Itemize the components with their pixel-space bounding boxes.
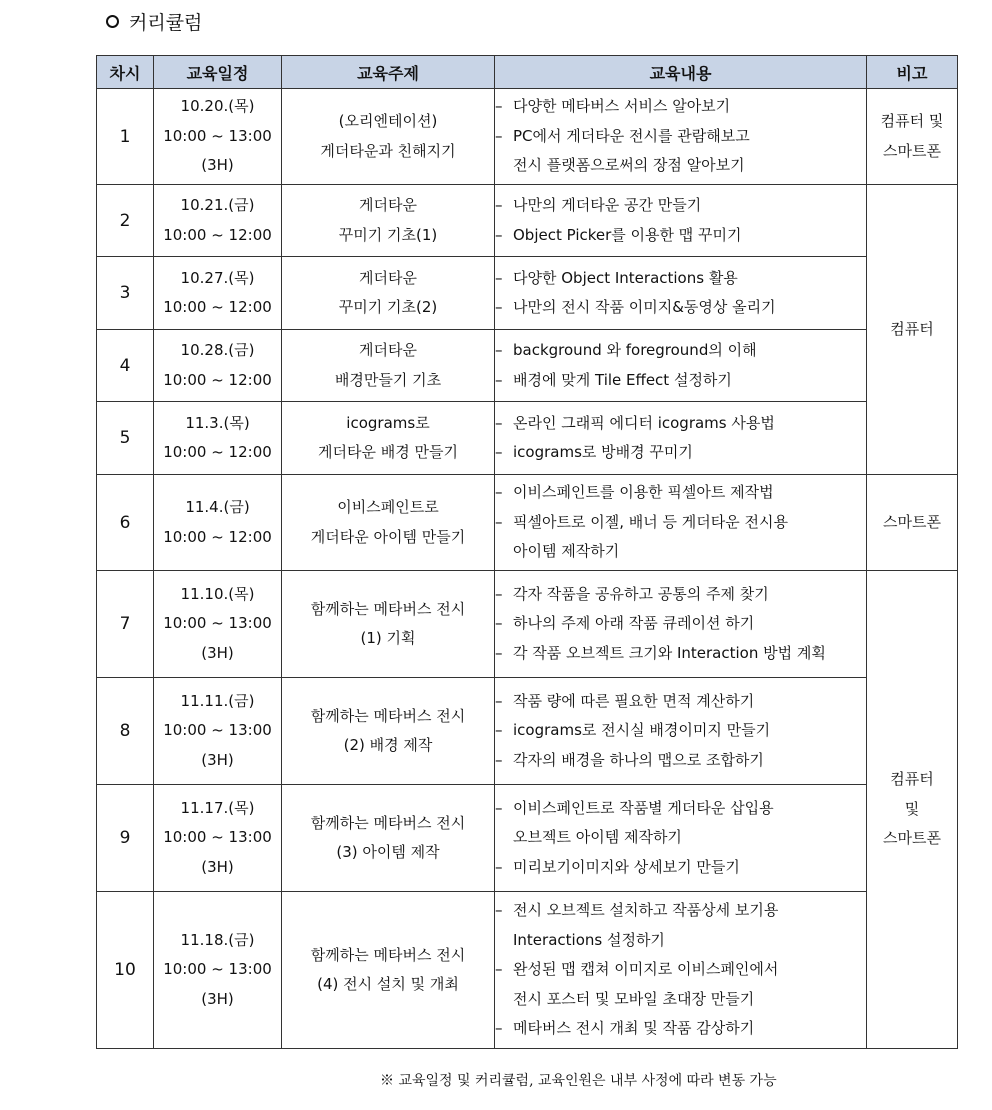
topic-line: 게더타운 [359,341,417,359]
schedule-cell [154,678,282,785]
topic-line: 꾸미기 기초(2) [338,298,438,316]
dash-bullet: – [495,901,503,920]
content-item [495,1014,866,1044]
content-text [513,366,732,396]
content-line: 하나의 주제 아래 작품 큐레이션 하기 [513,614,755,633]
schedule-cell [154,89,282,185]
topic-lines [282,409,494,468]
schedule-line: 10.21.(금) [180,196,255,214]
remarks-line: 컴퓨터 및 [880,112,944,130]
remarks-lines [867,315,957,345]
content-cell [495,475,867,571]
content-line: 작품 량에 따른 필요한 면적 계산하기 [513,691,755,710]
content-cell [495,257,867,330]
topic-line: 함께하는 메타버스 전시 [310,706,466,725]
schedule-line: 11.17.(목) [180,798,255,817]
schedule-line: 10:00 ~ 12:00 [163,370,272,389]
content-line: PC에서 게더타운 전시를 관람해보고 [513,126,750,145]
schedule-lines [154,926,281,1015]
remarks-lines [867,508,957,538]
remarks-lines [867,107,957,166]
content-text [513,191,701,221]
content-text [513,293,776,323]
schedule-lines [154,493,281,552]
dash-bullet: – [495,691,503,710]
curriculum-table [96,55,958,1049]
content-cell [495,892,867,1049]
remarks-lines [867,765,957,854]
topic-lines [282,264,494,323]
content-text [513,264,738,294]
topic-cell [282,785,495,892]
schedule-line: 10.27.(목) [180,268,255,287]
schedule-line: 11.3.(목) [185,413,250,432]
session-number: 8 [97,678,154,785]
content-line: 미리보기이미지와 상세보기 만들기 [513,857,740,876]
header-session: 차시 [97,56,154,89]
content-item [495,366,866,396]
topic-lines [282,191,494,250]
dash-bullet: – [495,298,503,316]
table-row [97,257,958,330]
content-line: 각자의 배경을 하나의 맵으로 조합하기 [513,750,764,769]
remarks-line: 및 [904,799,920,818]
schedule-line: 10.20.(목) [180,97,255,116]
content-item [495,409,866,439]
remarks-line: 스마트폰 [883,512,941,531]
content-line: 아이템 제작하기 [513,542,620,561]
content-item [495,293,866,323]
topic-line: (3) 아이템 제작 [336,843,440,861]
section-title: 커리큘럼 [129,11,203,34]
schedule-cell [154,892,282,1049]
session-number: 2 [97,185,154,257]
content-text [513,639,826,669]
remarks-cell [867,571,958,1049]
content-line: 이비스페인트로 작품별 게더타운 삽입용 [513,798,774,817]
table-row [97,330,958,402]
content-item [495,896,866,955]
schedule-line: 10:00 ~ 12:00 [163,443,272,461]
schedule-cell [154,185,282,257]
content-cell [495,185,867,257]
content-text [513,746,764,776]
schedule-lines [154,580,281,669]
content-cell [495,571,867,678]
dash-bullet: – [495,960,503,979]
content-text [513,508,788,567]
schedule-line: 10:00 ~ 13:00 [163,614,272,633]
session-number: 10 [97,892,154,1049]
schedule-line: 10:00 ~ 13:00 [163,721,272,740]
schedule-line: 11.4.(금) [185,498,250,516]
content-item [495,609,866,639]
table-row [97,892,958,1049]
content-item [495,853,866,883]
content-text [513,92,730,122]
content-line: 다양한 Object Interactions 활용 [513,268,738,287]
dash-bullet: – [495,750,503,769]
topic-cell [282,185,495,257]
content-text [513,1014,754,1044]
content-line: 오브젝트 아이템 제작하기 [513,828,682,847]
content-line: 메타버스 전시 개최 및 작품 감상하기 [513,1019,755,1038]
content-text [513,853,740,883]
content-text [513,896,778,955]
table-row [97,185,958,257]
schedule-line: 10:00 ~ 12:00 [163,527,272,546]
content-item [495,639,866,669]
dash-bullet: – [495,341,503,359]
schedule-lines [154,264,281,323]
dash-bullet: – [495,1019,503,1038]
schedule-line: (3H) [201,750,234,769]
schedule-line: 10:00 ~ 12:00 [163,298,272,316]
content-line: 이비스페인트를 이용한 픽셀아트 제작법 [513,483,774,502]
session-number: 9 [97,785,154,892]
circle-bullet-icon [106,15,119,28]
content-line: 각 작품 오브젝트 크기와 Interaction 방법 계획 [513,643,826,662]
topic-line: (4) 전시 설치 및 개최 [317,975,459,993]
schedule-line: 10:00 ~ 13:00 [163,828,272,847]
content-line: background 와 foreground의 이해 [513,341,757,359]
table-row [97,475,958,571]
content-item [495,92,866,122]
dash-bullet: – [495,483,503,502]
topic-line: 게더타운 [359,268,417,287]
schedule-cell [154,475,282,571]
topic-line: 게더타운 배경 만들기 [318,443,458,461]
topic-line: 꾸미기 기초(1) [338,225,438,244]
topic-line: (오리엔테이션) [338,112,438,130]
topic-lines [282,493,494,552]
topic-lines [282,702,494,761]
schedule-line: 11.10.(목) [180,584,255,603]
content-text [513,336,757,366]
schedule-line: (3H) [201,989,234,1008]
topic-lines [282,336,494,395]
topic-lines [282,809,494,868]
dash-bullet: – [495,126,503,145]
section-heading [106,6,202,36]
content-item [495,438,866,468]
content-item [495,191,866,221]
content-text [513,955,778,1014]
topic-cell [282,571,495,678]
content-cell [495,785,867,892]
content-text [513,221,742,251]
content-text [513,609,754,639]
schedule-line: 10.28.(금) [180,341,255,359]
table-body [97,89,958,1049]
table-row [97,571,958,678]
content-text [513,409,775,439]
content-cell [495,89,867,185]
content-line: 온라인 그래픽 에디터 icograms 사용법 [513,413,775,432]
schedule-line: 10:00 ~ 13:00 [163,126,272,145]
dash-bullet: – [495,857,503,876]
remarks-line: 컴퓨터 [890,770,934,789]
dash-bullet: – [495,643,503,662]
content-item [495,122,866,181]
topic-line: 게더타운 아이템 만들기 [310,527,466,546]
schedule-line: 11.11.(금) [180,691,255,710]
table-row [97,785,958,892]
topic-cell [282,475,495,571]
content-text [513,478,774,508]
header-topic: 교육주제 [282,56,495,89]
remarks-line: 컴퓨터 [890,319,934,338]
schedule-cell [154,785,282,892]
topic-line: 배경만들기 기초 [334,370,442,389]
content-item [495,478,866,508]
content-item [495,746,866,776]
dash-bullet: – [495,721,503,740]
content-line: 전시 포스터 및 모바일 초대장 만들기 [513,989,755,1008]
topic-cell [282,892,495,1049]
content-item [495,794,866,853]
content-item [495,687,866,717]
schedule-line: 10:00 ~ 12:00 [163,225,272,244]
content-line: icograms로 전시실 배경이미지 만들기 [513,721,771,740]
remarks-cell [867,89,958,185]
topic-line: (2) 배경 제작 [343,736,433,754]
topic-line: 게더타운과 친해지기 [320,141,456,160]
content-line: 각자 작품을 공유하고 공통의 주제 찾기 [513,584,769,603]
content-line: 전시 오브젝트 설치하고 작품상세 보기용 [513,901,779,920]
topic-cell [282,678,495,785]
header-remarks: 비고 [867,56,958,89]
table-header-row [97,56,958,89]
content-text [513,122,750,181]
topic-line: icograms로 [346,413,430,432]
schedule-line: 11.18.(금) [180,930,255,949]
dash-bullet: – [495,614,503,633]
dash-bullet: – [495,512,503,531]
schedule-lines [154,92,281,181]
schedule-line: (3H) [201,156,234,175]
topic-lines [282,941,494,1000]
topic-lines [282,595,494,654]
dash-bullet: – [495,196,503,214]
dash-bullet: – [495,370,503,389]
schedule-cell [154,257,282,330]
content-line: 나만의 게더타운 공간 만들기 [513,196,702,214]
topic-line: 함께하는 메타버스 전시 [310,813,466,832]
table-row [97,402,958,475]
content-item [495,264,866,294]
dash-bullet: – [495,584,503,603]
content-line: Object Picker를 이용한 맵 꾸미기 [513,225,742,244]
session-number: 4 [97,330,154,402]
dash-bullet: – [495,443,503,461]
content-text [513,438,693,468]
content-cell [495,330,867,402]
content-item [495,508,866,567]
content-item [495,955,866,1014]
topic-lines [282,107,494,166]
footnote: ※ 교육일정 및 커리큘럼, 교육인원은 내부 사정에 따라 변동 가능 [380,1073,777,1089]
schedule-lines [154,794,281,883]
schedule-line: 10:00 ~ 13:00 [163,960,272,979]
content-line: 완성된 맵 캡쳐 이미지로 이비스페인에서 [513,960,779,979]
topic-line: 이비스페인트로 [337,498,439,516]
content-text [513,716,770,746]
schedule-line: (3H) [201,857,234,876]
session-number: 6 [97,475,154,571]
schedule-lines [154,687,281,776]
schedule-lines [154,409,281,468]
header-schedule: 교육일정 [154,56,282,89]
content-line: 나만의 전시 작품 이미지&동영상 올리기 [513,298,776,316]
topic-cell [282,257,495,330]
topic-cell [282,89,495,185]
remarks-cell [867,475,958,571]
content-line: icograms로 방배경 꾸미기 [513,443,693,461]
session-number: 5 [97,402,154,475]
session-number: 1 [97,89,154,185]
schedule-line: (3H) [201,643,234,662]
header-content: 교육내용 [495,56,867,89]
schedule-lines [154,336,281,395]
content-item [495,716,866,746]
content-text [513,794,774,853]
dash-bullet: – [495,225,503,244]
table-row [97,678,958,785]
dash-bullet: – [495,268,503,287]
content-text [513,580,769,610]
content-line: 다양한 메타버스 서비스 알아보기 [513,97,731,116]
content-line: 픽셀아트로 이젤, 배너 등 게더타운 전시용 [513,512,788,531]
table-row [97,89,958,185]
session-number: 3 [97,257,154,330]
content-item [495,221,866,251]
schedule-cell [154,571,282,678]
content-line: Interactions 설정하기 [513,930,665,949]
content-cell [495,678,867,785]
topic-line: 함께하는 메타버스 전시 [310,945,466,964]
content-text [513,687,754,717]
session-number: 7 [97,571,154,678]
dash-bullet: – [495,413,503,432]
schedule-cell [154,402,282,475]
dash-bullet: – [495,97,503,116]
topic-line: 함께하는 메타버스 전시 [310,599,466,618]
schedule-cell [154,330,282,402]
topic-cell [282,402,495,475]
content-item [495,580,866,610]
remarks-cell [867,185,958,475]
content-line: 배경에 맞게 Tile Effect 설정하기 [513,370,732,389]
remarks-line: 스마트폰 [883,141,941,160]
schedule-lines [154,191,281,250]
content-line: 전시 플랫폼으로써의 장점 알아보기 [513,156,745,175]
dash-bullet: – [495,798,503,817]
content-item [495,336,866,366]
topic-line: (1) 기획 [360,629,416,647]
topic-cell [282,330,495,402]
topic-line: 게더타운 [359,196,417,214]
remarks-line: 스마트폰 [883,829,941,848]
content-cell [495,402,867,475]
